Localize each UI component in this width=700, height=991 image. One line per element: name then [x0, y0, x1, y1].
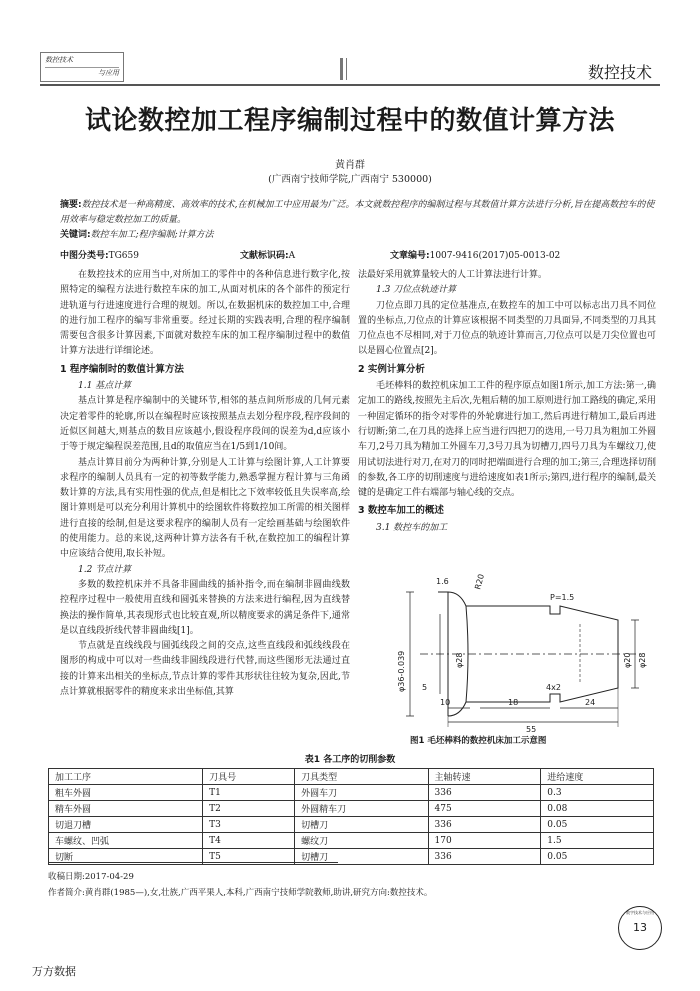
- table-cell: 外圆车刀: [295, 785, 428, 801]
- keywords-label: 关键词:: [60, 230, 91, 240]
- table-cell: T4: [203, 833, 295, 849]
- figure-1-drawing: [397, 572, 650, 734]
- affiliation: (广西南宁技师学院,广西南宁 530000): [268, 174, 432, 185]
- journal-name-line1: 数控技术: [45, 56, 73, 64]
- subsection-heading-3-1: 3.1 数控车的加工: [376, 522, 448, 533]
- fig-label-l5: 5: [422, 683, 428, 692]
- doc-code: 文献标识码:A: [240, 251, 296, 261]
- header-divider-bar: [346, 58, 347, 80]
- header-divider-bar: [340, 58, 343, 80]
- section-name: 数控技术: [587, 63, 652, 82]
- table-cell: T1: [203, 785, 295, 801]
- fig-label-d20: φ20: [623, 652, 632, 668]
- journal-name-line2: 与应用: [45, 67, 119, 78]
- fig-label-l10: 10: [440, 698, 451, 707]
- fig-label-d28a: φ28: [455, 652, 464, 668]
- table-cell: T3: [203, 817, 295, 833]
- table-cell: 0.08: [541, 801, 654, 817]
- table-cell: 切槽刀: [295, 817, 428, 833]
- right-column: [358, 268, 656, 536]
- fig-label-groove: 4x2: [546, 683, 561, 692]
- fig-label-pitch: P=1.5: [550, 593, 575, 602]
- table-row: [49, 817, 654, 833]
- section-heading-3: 3 数控车加工的概述: [358, 505, 444, 517]
- footnote-rule: [48, 862, 338, 863]
- table-cell: 0.3: [541, 785, 654, 801]
- table-row: [49, 801, 654, 817]
- table-header-cell: 进给速度: [541, 769, 654, 785]
- paragraph: 法最好采用就算量较大的人工计算法进行计算。: [358, 270, 548, 280]
- table-cell: 336: [428, 849, 541, 865]
- paper-title: 试论数控加工程序编制过程中的数值计算方法: [84, 106, 615, 136]
- subsection-heading-1-2: 1.2 节点计算: [78, 564, 132, 575]
- fig-label-l24: 24: [585, 698, 596, 707]
- table-row: [49, 785, 654, 801]
- fig-label-l55: 55: [526, 725, 537, 734]
- paragraph: 节点就是直线线段与圆弧线段之间的交点,这些直线段和弧线线段在图形的构成中可以对一些曲线非圆线段进行代替,而这些图形无法通过直接的计算来出相关的坐标点,节点计算的零件其形状往往较为复杂,因此,节点计算就根据零件的精度来求出坐标值,其算: [60, 641, 350, 698]
- header-rule: [40, 84, 660, 86]
- section-heading-2: 2 实例计算分析: [358, 363, 425, 375]
- table-1-caption: 表1 各工序的切削参数: [304, 755, 396, 765]
- received-date: 收稿日期:2017-04-29: [48, 872, 134, 882]
- table-cell: 车螺纹、凹弧: [49, 833, 203, 849]
- page-number-stamp: [618, 906, 662, 950]
- table-cell: 1.5: [541, 833, 654, 849]
- paragraph: 基点计算是程序编制中的关键环节,相邻的基点间所形成的几何元素决定着零件的轮廓,所以在编程时应该按照基点去划分程序段,程序段间的近似区间越大,则基点的数目应该越小,假设程序段间的误差为d,d应该小于等于规定编程误差范围,且d的取值应当在1/5到1/10间。: [60, 396, 350, 453]
- article-number: 文章编号:1007-9416(2017)05-0013-02: [390, 251, 561, 261]
- dim-line: [406, 592, 414, 716]
- page-number: 13: [633, 921, 647, 934]
- table-cell: T2: [203, 801, 295, 817]
- table-header-cell: 加工工序: [49, 769, 203, 785]
- fig-label-d28b: φ28: [638, 652, 647, 668]
- abstract-text: 数控技术是一种高精度、高效率的技术,在机械加工中应用最为广泛。本文就数控程序的编制过程与其数值计算方法进行分析,旨在提高数控车的使用效率与稳定数控加工的质量。: [60, 200, 655, 225]
- table-header-cell: 刀具号: [203, 769, 295, 785]
- table-cell: 475: [428, 801, 541, 817]
- table-cell: 170: [428, 833, 541, 849]
- table-cell: 精车外圆: [49, 801, 203, 817]
- paragraph: 刀位点即刀具的定位基准点,在数控车的加工中可以标志出刀具不同位置的坐标点,刀位点的计算应该根据不同类型的刀具面异,不同类型的刀具其刀位点也不尽相同,对于刀位点的轨迹计算而言,刀位点可以是刀尖位置也可以是圆心位置点[2]。: [358, 300, 656, 357]
- subsection-heading-1-1: 1.1 基点计算: [78, 381, 132, 392]
- paragraph: 毛坯棒料的数控机床加工工件的程序原点如图1所示,加工方法:第一,确定加工的路线,按照先主后次,先粗后精的加工原则进行加工路线的确定,采用一种固定循环的指令对零件的外轮廓进行加工,然后再进行精加工,最后再进行切断;第二,在刀具的选择上应当进行四把刀的选用,一号刀具为粗加工外圆车刀,2号刀具为精加工外圆车刀,3号刀具为切槽刀,四号刀具为车螺纹刀,使用试切法进行对刀,在对刀的同时把端面进行合理的加工;第三,合理选择切削的参数,各工序的切削速度与进给速度如表1所示;第四,进行程序的编制,最关键的是确定工件右端部与轴心线的交点。: [358, 381, 656, 499]
- table-cell: 0.05: [541, 849, 654, 865]
- table-header-cell: 主轴转速: [428, 769, 541, 785]
- author: 黄肖群: [335, 160, 365, 171]
- table-cell: 336: [428, 817, 541, 833]
- table-row: [49, 833, 654, 849]
- table-cell: T5: [203, 849, 295, 865]
- paragraph: 基点计算目前分为两种计算,分别是人工计算与绘图计算,人工计算要求程序的编制人员具有一定的初等数学能力,熟悉掌握方程计算与三角函数计算的方法,具有实用性强的优点,但是相比之下效率较低且失误率高,绘图计算则是可以充分利用计算机中的绘图软件将数控加工所需的相关图样进行直接的绘制,但是这要求程序的编制人员有一定绘画基础与绘图软件的使用能力。总的来说,这两种计算方法各有千秋,在数控加工的编程计算中应该结合使用,取长补短。: [60, 457, 350, 560]
- stamp-text: 数字技术与应用: [626, 910, 654, 915]
- table-cell: 切退刀槽: [49, 817, 203, 833]
- fig-label-radius: R20: [473, 572, 487, 591]
- author-bio: 作者简介:黄肖群(1985—),女,壮族,广西平果人,本科,广西南宁技师学院教师,助讲,研究方向:数控技术。: [48, 888, 433, 898]
- watermark: 万方数据: [32, 965, 76, 978]
- table-cell: 螺纹刀: [295, 833, 428, 849]
- abstract-label: 摘要:: [60, 200, 82, 210]
- section-heading-1: 1 程序编制时的数值计算方法: [60, 363, 184, 375]
- figure-1-caption: 图1 毛坯棒料的数控机床加工示意图: [410, 736, 547, 746]
- fig-label-l18: 18: [508, 698, 519, 707]
- table-header-cell: 刀具类型: [295, 769, 428, 785]
- keywords: 数控车加工;程序编制;计算方法: [90, 230, 214, 240]
- left-column: [60, 268, 350, 700]
- paragraph: 在数控技术的应用当中,对所加工的零件中的各种信息进行数字化,按照特定的编程方法进行数控车床的加工,从面对机床的各个部件的预定行进轨道与行进速度进行合理的规划。所以,在数据机床的数控加工中,合理的进行加工程序的编写非常重要。经过长期的实践表明,合理的程序编制需要包含很多计算因素,下面就对数控车床的加工程序编制过程中的数值计算方法进行详细论述。: [60, 270, 350, 357]
- fig-label-chamfer: 1.6: [436, 577, 449, 586]
- table-cell: 外圆精车刀: [295, 801, 428, 817]
- journal-header-box: [40, 52, 124, 82]
- table-cell: 0.05: [541, 817, 654, 833]
- table-header-row: [49, 769, 654, 785]
- table-cell: 切槽刀: [295, 849, 428, 865]
- table-cell: 切断: [49, 849, 203, 865]
- abstract: [60, 198, 656, 243]
- table-cell: 336: [428, 785, 541, 801]
- table-1: [48, 768, 654, 865]
- table-cell: 粗车外圆: [49, 785, 203, 801]
- paragraph: 多数的数控机床并不具备非圆曲线的插补指令,而在编制非圆曲线数控程序过程中一般使用直线和圆弧来替换的方法来进行编程,因为直线替换法的操作简单,其表现形式也比较直观,所以精度要求的满足条件下,通常是以直线段折线代替非圆曲线[1]。: [60, 579, 350, 636]
- clc-number: 中图分类号:TG659: [60, 251, 139, 261]
- fig-label-dia-main: φ36-0.039: [397, 650, 406, 692]
- subsection-heading-1-3: 1.3 刀位点轨迹计算: [376, 285, 457, 296]
